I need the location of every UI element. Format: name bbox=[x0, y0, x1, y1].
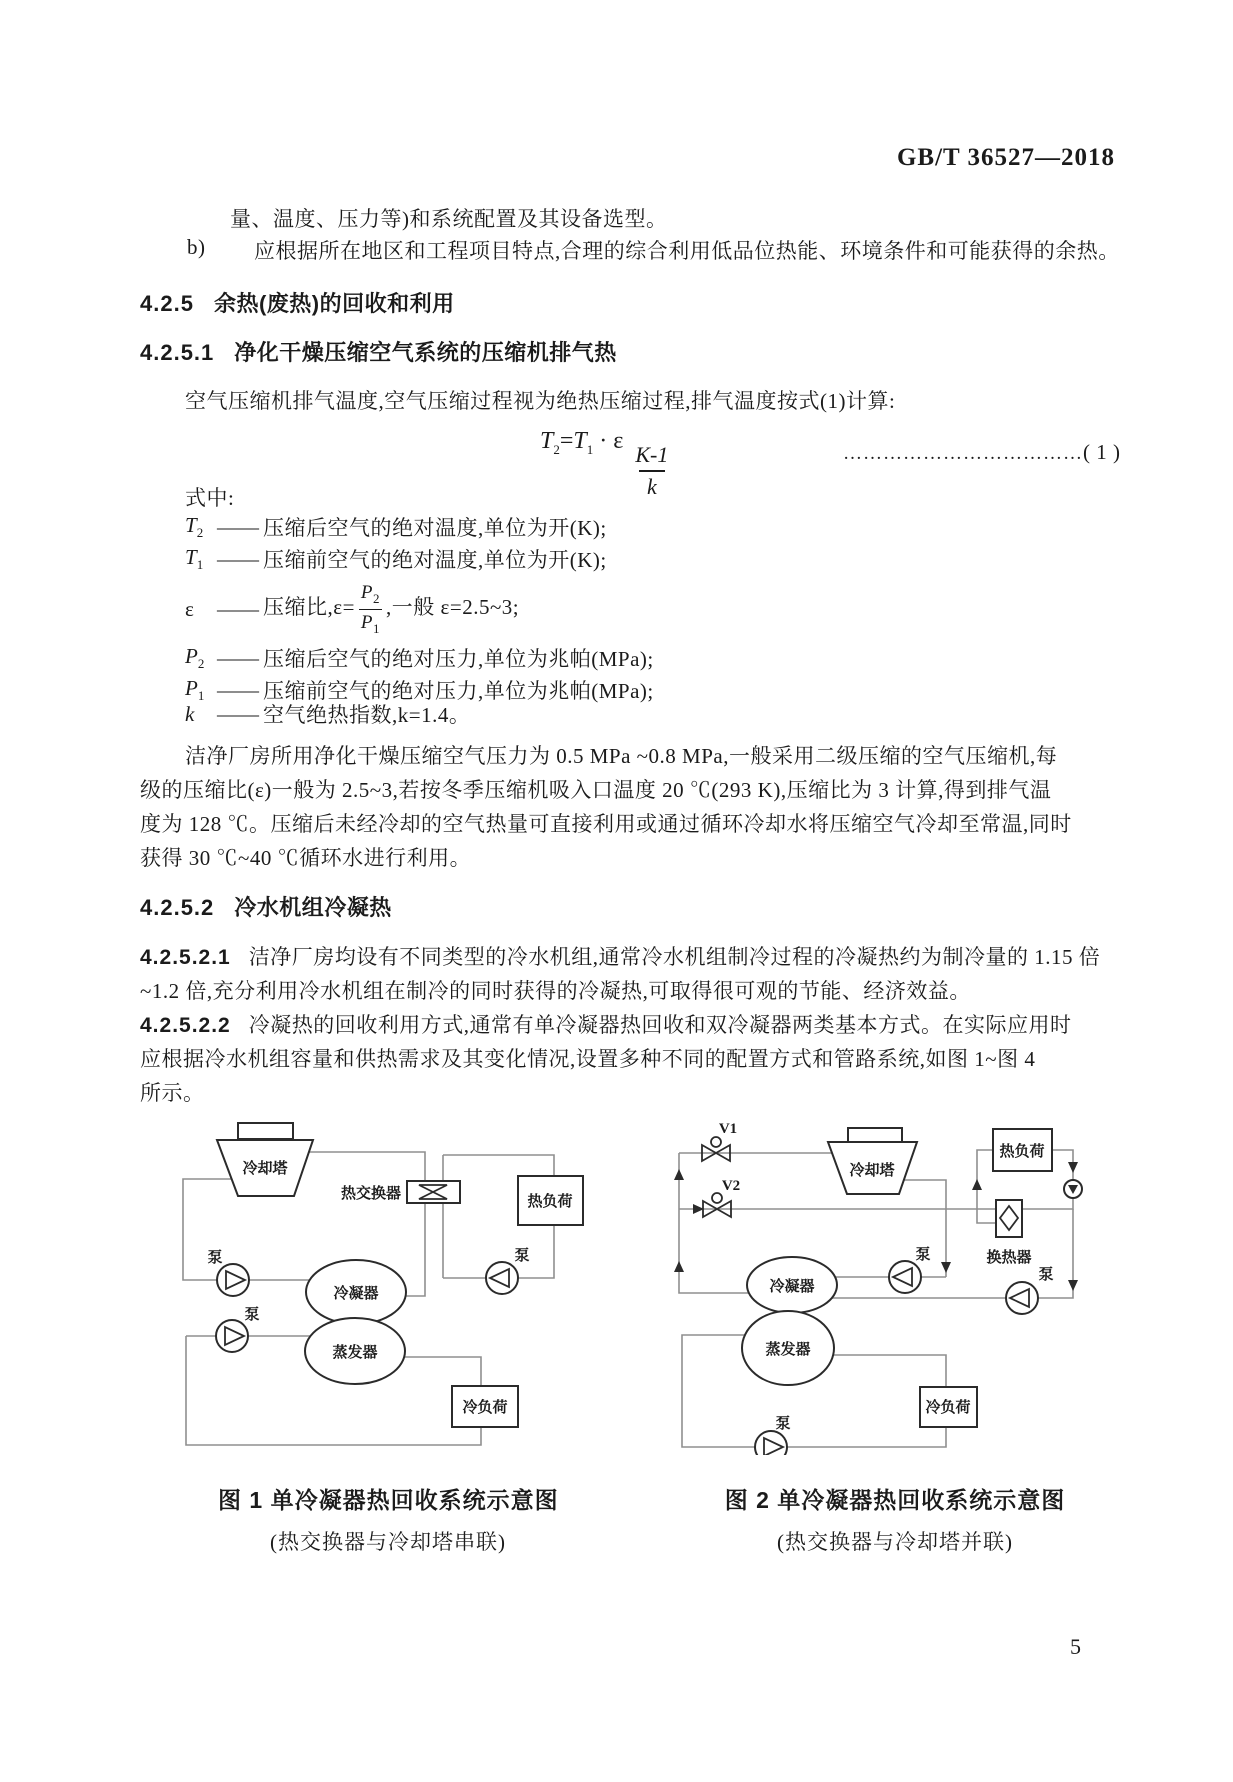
clause-number: 4.2.5.2.1 bbox=[140, 946, 231, 969]
heat-exchanger-label: 换热器 bbox=[986, 1250, 1032, 1266]
def-dash: —— bbox=[217, 701, 259, 726]
cooling-tower-fan-housing bbox=[238, 1123, 293, 1139]
pipe bbox=[443, 1155, 554, 1176]
heading-number: 4.2.5.1 bbox=[140, 340, 215, 365]
pump-icon bbox=[755, 1431, 787, 1455]
cold-load-label: 冷负荷 bbox=[462, 1400, 508, 1416]
heading-4-2-5-2 bbox=[140, 891, 392, 922]
definition-T2 bbox=[185, 512, 607, 542]
item-b-text: 应根据所在地区和工程项目特点,合理的综合利用低品位热能、环境条件和可能获得的余热。 bbox=[254, 239, 1120, 263]
def-desc: 压缩前空气的绝对压力,单位为兆帕(MPa); bbox=[263, 679, 654, 703]
definition-k bbox=[185, 699, 470, 729]
page-number: 5 bbox=[1070, 1634, 1082, 1659]
dot-leader: ……………………………… bbox=[843, 443, 1083, 464]
paragraph-formula-intro: 空气压缩机排气温度,空气压缩过程视为绝热压缩过程,排气温度按式(1)计算: bbox=[185, 389, 896, 413]
pump-label: 泵 bbox=[775, 1416, 791, 1432]
def-dash: —— bbox=[217, 596, 259, 621]
def-desc: 压缩后空气的绝对压力,单位为兆帕(MPa); bbox=[263, 647, 654, 671]
clause-text: 洁净厂房均设有不同类型的冷水机组,通常冷水机组制冷过程的冷凝热约为制冷量的 1.15 倍 bbox=[248, 945, 1101, 969]
clause-4-2-5-2-2-line1 bbox=[140, 1009, 1071, 1039]
evaporator-label: 蒸发器 bbox=[332, 1345, 378, 1361]
eq-T1-base: T bbox=[573, 428, 587, 454]
paragraph-line: 洁净厂房所用净化干燥压缩空气压力为 0.5 MPa ~0.8 MPa,一般采用二级压缩的空气压缩机,每 bbox=[185, 744, 1058, 768]
heading-4-2-5-1 bbox=[140, 336, 617, 367]
def-term: ε bbox=[185, 596, 194, 621]
def-dash: —— bbox=[217, 546, 259, 571]
figure-1-diagram bbox=[155, 1110, 615, 1455]
equation-number: ( 1 ) bbox=[1083, 440, 1121, 464]
evaporator-label: 蒸发器 bbox=[765, 1342, 811, 1358]
item-b-marker: b) bbox=[187, 235, 206, 259]
clause-number: 4.2.5.2.2 bbox=[140, 1014, 231, 1037]
valve-v2-label: V2 bbox=[721, 1178, 741, 1194]
pipe bbox=[679, 1153, 749, 1293]
eq-operator: · ε bbox=[593, 428, 624, 454]
equation-dots-and-number bbox=[843, 440, 1121, 465]
cooling-tower-fan-housing bbox=[848, 1128, 902, 1142]
figure-1-caption: 图 1 单冷凝器热回收系统示意图 bbox=[218, 1487, 559, 1513]
heading-title: 冷水机组冷凝热 bbox=[234, 895, 392, 920]
eq-exp-numerator: K-1 bbox=[635, 442, 669, 467]
pump-label: 泵 bbox=[1038, 1267, 1054, 1283]
def-term: T bbox=[185, 512, 197, 537]
heat-load-label: 热负荷 bbox=[999, 1144, 1045, 1160]
standard-number-header: GB/T 36527—2018 bbox=[896, 144, 1115, 171]
condenser-label: 冷凝器 bbox=[333, 1286, 379, 1302]
def-desc-post: ,一般 ε=2.5~3; bbox=[386, 594, 520, 619]
figure-2-caption: 图 2 单冷凝器热回收系统示意图 bbox=[724, 1487, 1066, 1513]
definition-P2 bbox=[185, 643, 654, 673]
heat-exchanger-label: 热交换器 bbox=[340, 1186, 401, 1202]
valve-v2-actuator-icon bbox=[712, 1193, 722, 1203]
flow-arrow-up-icon bbox=[674, 1169, 684, 1180]
valve-v1-label: V1 bbox=[718, 1121, 738, 1137]
frac-den-sub: 1 bbox=[373, 620, 381, 636]
heading-title: 余热(废热)的回收和利用 bbox=[213, 291, 455, 316]
pump-label: 泵 bbox=[207, 1250, 223, 1266]
clause-4-2-5-2-1-line2: ~1.2 倍,充分利用冷水机组在制冷的同时获得的冷凝热,可取得很可观的节能、经济效益。 bbox=[140, 979, 971, 1003]
heading-4-2-5 bbox=[140, 287, 455, 318]
flow-arrow-up-icon bbox=[674, 1261, 684, 1272]
def-desc-pre: 压缩比,ε= bbox=[263, 594, 355, 619]
frac-num: P bbox=[360, 581, 374, 603]
def-term: k bbox=[185, 701, 195, 726]
cold-load-label: 冷负荷 bbox=[925, 1400, 971, 1416]
figure-2-caption-sub: (热交换器与冷却塔并联) bbox=[777, 1530, 1013, 1554]
heading-number: 4.2.5 bbox=[140, 291, 194, 316]
clause-4-2-5-2-1-line1 bbox=[140, 941, 1100, 971]
clause-4-2-5-2-2-line2: 应根据冷水机组容量和供热需求及其变化情况,设置多种不同的配置方式和管路系统,如图 1~图 4 bbox=[140, 1047, 1036, 1071]
eq-T2-sub: 2 bbox=[553, 441, 560, 457]
valve-v1-actuator-icon bbox=[711, 1137, 721, 1147]
def-term-sub: 2 bbox=[197, 656, 205, 672]
flow-arrow-up-icon bbox=[972, 1179, 982, 1190]
def-term: P bbox=[185, 675, 198, 700]
eq-exp-denominator: k bbox=[639, 470, 665, 500]
eq-equals: = bbox=[559, 428, 574, 454]
cooling-tower-label: 冷却塔 bbox=[849, 1163, 895, 1179]
pump-label: 泵 bbox=[244, 1307, 260, 1323]
condenser-label: 冷凝器 bbox=[769, 1279, 815, 1295]
flow-arrow-down-icon bbox=[1068, 1280, 1078, 1291]
figure-1-caption-sub: (热交换器与冷却塔串联) bbox=[270, 1530, 506, 1554]
definition-T1 bbox=[185, 544, 607, 574]
def-dash: —— bbox=[217, 677, 259, 702]
clause-text: 冷凝热的回收利用方式,通常有单冷凝器热回收和双冷凝器两类基本方式。在实际应用时 bbox=[248, 1013, 1072, 1037]
def-desc: 空气绝热指数,k=1.4。 bbox=[263, 703, 471, 727]
eq-T2-base: T bbox=[540, 428, 554, 454]
item-a-continuation: 量、温度、压力等)和系统配置及其设备选型。 bbox=[230, 207, 668, 231]
figure-2-diagram bbox=[640, 1115, 1110, 1455]
def-term: T bbox=[185, 544, 197, 569]
clause-4-2-5-2-2-line3: 所示。 bbox=[140, 1081, 205, 1105]
heat-load-label: 热负荷 bbox=[527, 1194, 573, 1210]
definition-epsilon bbox=[185, 578, 519, 640]
pump-label: 泵 bbox=[915, 1247, 931, 1263]
pipe bbox=[1038, 1209, 1073, 1298]
paragraph-line: 获得 30 ℃~40 ℃循环水进行利用。 bbox=[140, 846, 472, 870]
paragraph-line: 级的压缩比(ε)一般为 2.5~3,若按冬季压缩机吸入口温度 20 ℃(293 K),压缩比为 3 计算,得到排气温 bbox=[140, 778, 1052, 802]
def-desc: 压缩后空气的绝对温度,单位为开(K); bbox=[263, 516, 607, 540]
eq-exponent-fraction bbox=[627, 442, 676, 500]
def-term-sub: 1 bbox=[196, 557, 204, 573]
equation-1 bbox=[540, 428, 680, 500]
pipe bbox=[833, 1355, 946, 1387]
frac-den: P bbox=[360, 611, 374, 633]
heading-title: 净化干燥压缩空气系统的压缩机排气热 bbox=[234, 340, 617, 365]
pipe bbox=[404, 1357, 481, 1386]
def-term: P bbox=[185, 643, 198, 668]
def-desc: 压缩前空气的绝对温度,单位为开(K); bbox=[263, 548, 607, 572]
def-term-sub: 2 bbox=[196, 525, 204, 541]
def-term-sub: 1 bbox=[197, 688, 205, 704]
flow-arrow-down-icon bbox=[941, 1262, 951, 1273]
heading-number: 4.2.5.2 bbox=[140, 895, 215, 920]
where-label: 式中: bbox=[185, 486, 235, 510]
def-desc bbox=[263, 582, 519, 637]
cooling-tower-label: 冷却塔 bbox=[242, 1161, 288, 1177]
pressure-ratio-fraction bbox=[359, 582, 382, 637]
paragraph-line: 度为 128 ℃。压缩后未经冷却的空气热量可直接利用或通过循环冷却水将压缩空气冷却至常温,同时 bbox=[140, 812, 1072, 836]
def-dash: —— bbox=[217, 645, 259, 670]
frac-num-sub: 2 bbox=[373, 590, 381, 606]
def-dash: —— bbox=[217, 514, 259, 539]
flow-arrow-down-icon bbox=[1068, 1162, 1078, 1173]
eq-T1-sub: 1 bbox=[586, 441, 594, 457]
pump-label: 泵 bbox=[514, 1248, 530, 1264]
